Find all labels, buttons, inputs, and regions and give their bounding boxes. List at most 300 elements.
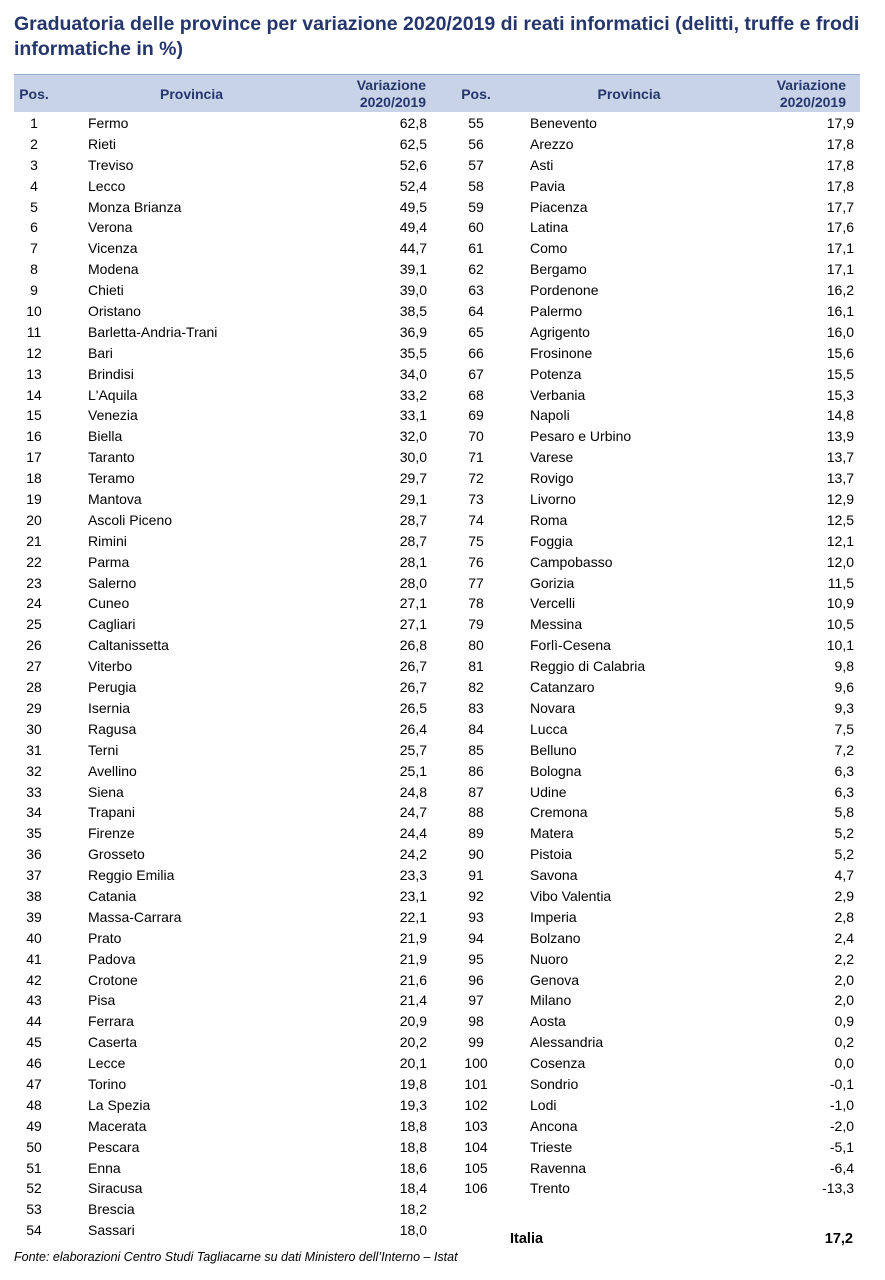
row-variation: 52,6: [399, 156, 427, 173]
row-variation: 20,9: [399, 1013, 427, 1030]
row-province: Belluno: [530, 741, 577, 758]
row-variation: 18,0: [399, 1222, 427, 1239]
row-position: 36: [26, 846, 42, 863]
row-province: Modena: [88, 261, 139, 278]
row-province: Udine: [530, 783, 567, 800]
row-position: 66: [468, 344, 484, 361]
row-variation: 21,4: [399, 992, 427, 1009]
row-province: Pordenone: [530, 282, 599, 299]
row-variation: 18,4: [399, 1180, 427, 1197]
row-province: Reggio di Calabria: [530, 658, 646, 675]
table-row: [456, 113, 860, 134]
row-position: 50: [26, 1138, 42, 1155]
row-province: Mantova: [88, 491, 142, 508]
table-row: [456, 740, 860, 761]
row-position: 70: [468, 428, 484, 445]
row-province: Crotone: [88, 971, 138, 988]
row-position: 26: [26, 637, 42, 654]
table-row: [456, 405, 860, 426]
table-row: [14, 614, 434, 635]
row-variation: 21,9: [399, 950, 427, 967]
header-variation-line1: Variazione: [356, 76, 426, 93]
table-row: [456, 1053, 860, 1074]
table-row: [14, 970, 434, 991]
table-row: [14, 134, 434, 155]
row-province: Lecce: [88, 1055, 126, 1072]
row-province: Taranto: [88, 449, 135, 466]
row-position: 73: [468, 491, 484, 508]
table-row: [14, 990, 434, 1011]
row-position: 11: [26, 323, 42, 340]
row-province: Foggia: [530, 532, 573, 549]
table-row: [14, 531, 434, 552]
row-position: 33: [26, 783, 42, 800]
row-position: 27: [26, 658, 42, 675]
table-row: [14, 573, 434, 594]
row-position: 14: [26, 386, 42, 403]
row-province: Grosseto: [88, 846, 145, 863]
row-variation: 30,0: [399, 449, 427, 466]
row-variation: 2,0: [834, 971, 854, 988]
row-variation: 5,2: [834, 825, 854, 842]
row-position: 2: [30, 135, 38, 152]
row-variation: 18,8: [399, 1117, 427, 1134]
row-variation: 28,7: [399, 532, 427, 549]
row-variation: 17,1: [826, 261, 854, 278]
row-variation: 2,9: [834, 887, 854, 904]
row-position: 37: [26, 867, 42, 884]
row-province: Brindisi: [88, 365, 134, 382]
header-variation-left: [324, 75, 426, 112]
row-position: 23: [26, 574, 42, 591]
source-note: Fonte: elaborazioni Centro Studi Tagliacarne su dati Ministero dell’Interno – Istat: [14, 1250, 458, 1264]
table-row: [14, 740, 434, 761]
row-variation: -13,3: [822, 1180, 854, 1197]
row-province: Imperia: [530, 908, 577, 925]
row-variation: 2,4: [834, 929, 854, 946]
row-position: 64: [468, 303, 484, 320]
row-position: 54: [26, 1222, 42, 1239]
row-province: Bari: [88, 344, 113, 361]
row-province: Firenze: [88, 825, 135, 842]
row-province: Torino: [88, 1075, 127, 1092]
row-position: 71: [468, 449, 484, 466]
table-row: [456, 552, 860, 573]
table-row: [456, 301, 860, 322]
row-province: Genova: [530, 971, 580, 988]
row-position: 45: [26, 1034, 42, 1051]
table-row: [14, 1158, 434, 1179]
table-row: [456, 322, 860, 343]
row-province: Caltanissetta: [88, 637, 169, 654]
table-row: [456, 385, 860, 406]
row-province: Bolzano: [530, 929, 581, 946]
row-province: Lecco: [88, 177, 126, 194]
table-row: [14, 593, 434, 614]
row-province: Milano: [530, 992, 572, 1009]
table-row: [14, 113, 434, 134]
row-position: 101: [464, 1075, 488, 1092]
row-variation: 7,2: [834, 741, 854, 758]
table-row: [14, 385, 434, 406]
row-province: Parma: [88, 553, 130, 570]
row-position: 76: [468, 553, 484, 570]
row-province: Viterbo: [88, 658, 133, 675]
row-position: 68: [468, 386, 484, 403]
header-variation-line2: 2020/2019: [359, 93, 426, 110]
row-variation: 24,7: [399, 804, 427, 821]
row-variation: 5,2: [834, 846, 854, 863]
table-row: [14, 698, 434, 719]
row-position: 84: [468, 720, 484, 737]
row-variation: 12,0: [826, 553, 854, 570]
row-position: 65: [468, 323, 484, 340]
row-province: Como: [530, 240, 568, 257]
row-province: Bergamo: [530, 261, 587, 278]
row-variation: 26,8: [399, 637, 427, 654]
row-variation: 32,0: [399, 428, 427, 445]
table-row: [456, 1011, 860, 1032]
row-position: 87: [468, 783, 484, 800]
table-row: [14, 510, 434, 531]
row-variation: 39,1: [399, 261, 427, 278]
row-position: 5: [30, 198, 38, 215]
row-province: Trento: [530, 1180, 570, 1197]
row-province: Avellino: [88, 762, 137, 779]
italia-label: Italia: [510, 1231, 544, 1247]
row-province: Catanzaro: [530, 679, 595, 696]
row-variation: 49,4: [399, 219, 427, 236]
row-position: 17: [26, 449, 42, 466]
row-position: 6: [30, 219, 38, 236]
row-position: 106: [464, 1180, 488, 1197]
row-position: 86: [468, 762, 484, 779]
row-province: Massa-Carrara: [88, 908, 182, 925]
row-variation: 25,1: [399, 762, 427, 779]
table-row: [456, 1178, 860, 1199]
row-province: Reggio Emilia: [88, 867, 175, 884]
row-variation: -5,1: [829, 1138, 854, 1155]
row-position: 9: [30, 282, 38, 299]
row-position: 56: [468, 135, 484, 152]
row-variation: 15,5: [826, 365, 854, 382]
row-position: 103: [464, 1117, 488, 1134]
row-variation: 27,1: [399, 616, 427, 633]
row-province: Savona: [530, 867, 578, 884]
row-variation: 12,1: [826, 532, 854, 549]
row-province: Gorizia: [530, 574, 575, 591]
row-variation: 28,0: [399, 574, 427, 591]
row-position: 47: [26, 1075, 42, 1092]
row-position: 104: [464, 1138, 488, 1155]
table-row: [456, 259, 860, 280]
table-row: [14, 1053, 434, 1074]
row-position: 46: [26, 1055, 42, 1072]
row-position: 20: [26, 511, 42, 528]
row-province: Alessandria: [530, 1034, 604, 1051]
table-row: [456, 468, 860, 489]
table-row: [456, 949, 860, 970]
row-province: Piacenza: [530, 198, 588, 215]
row-variation: 28,1: [399, 553, 427, 570]
row-position: 95: [468, 950, 484, 967]
row-position: 69: [468, 407, 484, 424]
table-row: [456, 635, 860, 656]
table-row: [456, 782, 860, 803]
row-province: Perugia: [88, 679, 137, 696]
row-position: 52: [26, 1180, 42, 1197]
row-variation: -6,4: [829, 1159, 854, 1176]
row-position: 94: [468, 929, 484, 946]
table-row: [14, 552, 434, 573]
row-variation: 11,5: [827, 574, 854, 591]
table-row: [456, 698, 860, 719]
row-variation: 2,8: [834, 908, 854, 925]
row-province: Sassari: [88, 1222, 135, 1239]
table-row: [456, 802, 860, 823]
table-row: [456, 1074, 860, 1095]
row-variation: 38,5: [399, 303, 427, 320]
row-position: 39: [26, 908, 42, 925]
row-province: Ascoli Piceno: [88, 511, 173, 528]
table-row: [456, 1137, 860, 1158]
table-row: [14, 782, 434, 803]
row-province: Cuneo: [88, 595, 130, 612]
table-row: [456, 990, 860, 1011]
row-position: 99: [468, 1034, 484, 1051]
row-variation: 10,9: [826, 595, 854, 612]
row-variation: 52,4: [399, 177, 427, 194]
table-row: [456, 970, 860, 991]
row-province: Latina: [530, 219, 569, 236]
row-province: Cremona: [530, 804, 588, 821]
row-position: 18: [26, 470, 42, 487]
table-row: [14, 949, 434, 970]
row-province: Cosenza: [530, 1055, 586, 1072]
row-province: Treviso: [88, 156, 134, 173]
row-variation: 23,1: [399, 887, 427, 904]
header-variation-line2: 2020/2019: [779, 93, 846, 110]
table-row: [14, 1095, 434, 1116]
row-position: 91: [468, 867, 484, 884]
row-province: Isernia: [88, 699, 131, 716]
row-province: Ferrara: [88, 1013, 134, 1030]
header-pos-right: Pos.: [461, 85, 491, 102]
table-row: [14, 865, 434, 886]
table-row: [456, 928, 860, 949]
row-variation: 18,6: [399, 1159, 427, 1176]
row-variation: 0,2: [834, 1034, 854, 1051]
row-variation: 5,8: [834, 804, 854, 821]
row-variation: 4,7: [834, 867, 854, 884]
row-position: 81: [468, 658, 484, 675]
row-position: 102: [464, 1096, 488, 1113]
table-row: [456, 1095, 860, 1116]
row-variation: 17,8: [826, 135, 854, 152]
row-variation: 35,5: [399, 344, 427, 361]
table-row: [14, 1178, 434, 1199]
table-row: [456, 531, 860, 552]
table-row: [14, 405, 434, 426]
row-province: Teramo: [88, 470, 135, 487]
row-variation: 9,3: [834, 699, 854, 716]
table-row: [14, 677, 434, 698]
table-row: [456, 1116, 860, 1137]
row-variation: 9,8: [834, 658, 854, 675]
row-variation: 24,4: [399, 825, 427, 842]
table-row: [456, 197, 860, 218]
table-row: [456, 155, 860, 176]
header-pos-left: Pos.: [19, 85, 49, 102]
table-row: [456, 364, 860, 385]
row-position: 43: [26, 992, 42, 1009]
row-variation: 17,7: [826, 198, 854, 215]
row-position: 77: [468, 574, 484, 591]
row-province: Messina: [530, 616, 583, 633]
row-variation: 62,8: [399, 115, 427, 131]
table-row: [14, 1032, 434, 1053]
row-position: 32: [26, 762, 42, 779]
row-position: 48: [26, 1096, 42, 1113]
table-row: [14, 1074, 434, 1095]
table-row: [14, 426, 434, 447]
row-province: Pesaro e Urbino: [530, 428, 632, 445]
row-position: 62: [468, 261, 484, 278]
row-position: 34: [26, 804, 42, 821]
table-row: [14, 1220, 434, 1241]
row-province: Frosinone: [530, 344, 593, 361]
row-province: Siracusa: [88, 1180, 143, 1197]
row-variation: 0,9: [834, 1013, 854, 1030]
table-row: [14, 447, 434, 468]
header-province-left: Provincia: [159, 85, 224, 102]
row-province: Bologna: [530, 762, 582, 779]
row-position: 60: [468, 219, 484, 236]
table-row: [456, 510, 860, 531]
row-variation: 18,8: [399, 1138, 427, 1155]
row-province: Verona: [88, 219, 133, 236]
row-province: Trapani: [88, 804, 135, 821]
row-position: 51: [26, 1159, 42, 1176]
table-row: [14, 907, 434, 928]
table-row: [456, 656, 860, 677]
row-province: Chieti: [88, 282, 124, 299]
row-position: 90: [468, 846, 484, 863]
table-row: [456, 614, 860, 635]
row-variation: 62,5: [399, 135, 427, 152]
table-row: [456, 886, 860, 907]
row-position: 8: [30, 261, 38, 278]
row-province: Pavia: [530, 177, 566, 194]
table-row: [456, 280, 860, 301]
row-variation: 20,2: [399, 1034, 427, 1051]
row-variation: 17,6: [826, 219, 854, 236]
row-province: Vicenza: [88, 240, 138, 257]
row-province: Novara: [530, 699, 576, 716]
row-position: 21: [26, 532, 42, 549]
table-row: [456, 761, 860, 782]
row-province: Rieti: [88, 135, 117, 152]
row-variation: 10,1: [826, 637, 854, 654]
row-variation: 22,1: [399, 908, 427, 925]
row-variation: 6,3: [834, 762, 854, 779]
row-position: 7: [30, 240, 38, 257]
row-province: Aosta: [530, 1013, 566, 1030]
row-province: Venezia: [88, 407, 138, 424]
row-variation: 12,5: [826, 511, 854, 528]
table-row: [14, 176, 434, 197]
row-position: 30: [26, 720, 42, 737]
row-variation: 13,9: [826, 428, 854, 445]
table-row: [14, 1199, 434, 1220]
row-variation: 13,7: [826, 449, 854, 466]
row-position: 92: [468, 887, 484, 904]
row-position: 31: [26, 741, 42, 758]
row-variation: 0,0: [834, 1055, 854, 1072]
row-province: Campobasso: [530, 553, 613, 570]
row-position: 100: [464, 1055, 488, 1072]
row-variation: -2,0: [829, 1117, 854, 1134]
row-variation: 19,3: [399, 1096, 427, 1113]
row-variation: 29,1: [399, 491, 427, 508]
row-position: 93: [468, 908, 484, 925]
row-position: 97: [468, 992, 484, 1009]
row-position: 82: [468, 679, 484, 696]
row-province: Rimini: [88, 532, 127, 549]
row-position: 24: [26, 595, 42, 612]
row-position: 58: [468, 177, 484, 194]
row-variation: 20,1: [399, 1055, 427, 1072]
table-row: [456, 426, 860, 447]
row-variation: 24,2: [399, 846, 427, 863]
row-province: Ancona: [530, 1117, 578, 1134]
row-position: 67: [468, 365, 484, 382]
row-variation: 44,7: [399, 240, 427, 257]
row-province: Monza Brianza: [88, 198, 182, 215]
row-province: Benevento: [530, 115, 597, 131]
row-variation: -0,1: [829, 1075, 854, 1092]
row-variation: 6,3: [834, 783, 854, 800]
row-position: 53: [26, 1201, 42, 1218]
row-position: 42: [26, 971, 42, 988]
table-row: [14, 301, 434, 322]
row-position: 3: [30, 156, 38, 173]
row-province: Potenza: [530, 365, 582, 382]
row-province: Vercelli: [530, 595, 576, 612]
row-variation: 17,1: [826, 240, 854, 257]
row-variation: 49,5: [399, 198, 427, 215]
row-position: 105: [464, 1159, 488, 1176]
row-position: 75: [468, 532, 484, 549]
row-position: 16: [26, 428, 42, 445]
row-province: Lucca: [530, 720, 568, 737]
header-province-right: Provincia: [597, 85, 661, 102]
table-row: [456, 844, 860, 865]
row-province: Trieste: [530, 1138, 573, 1155]
row-position: 38: [26, 887, 42, 904]
table-row: [14, 155, 434, 176]
table-row: [456, 217, 860, 238]
row-position: 89: [468, 825, 484, 842]
table-row: [456, 489, 860, 510]
row-province: Roma: [530, 511, 568, 528]
row-position: 78: [468, 595, 484, 612]
row-variation: 23,3: [399, 867, 427, 884]
row-position: 49: [26, 1117, 42, 1134]
row-position: 35: [26, 825, 42, 842]
table-row: [14, 656, 434, 677]
row-province: Varese: [530, 449, 574, 466]
